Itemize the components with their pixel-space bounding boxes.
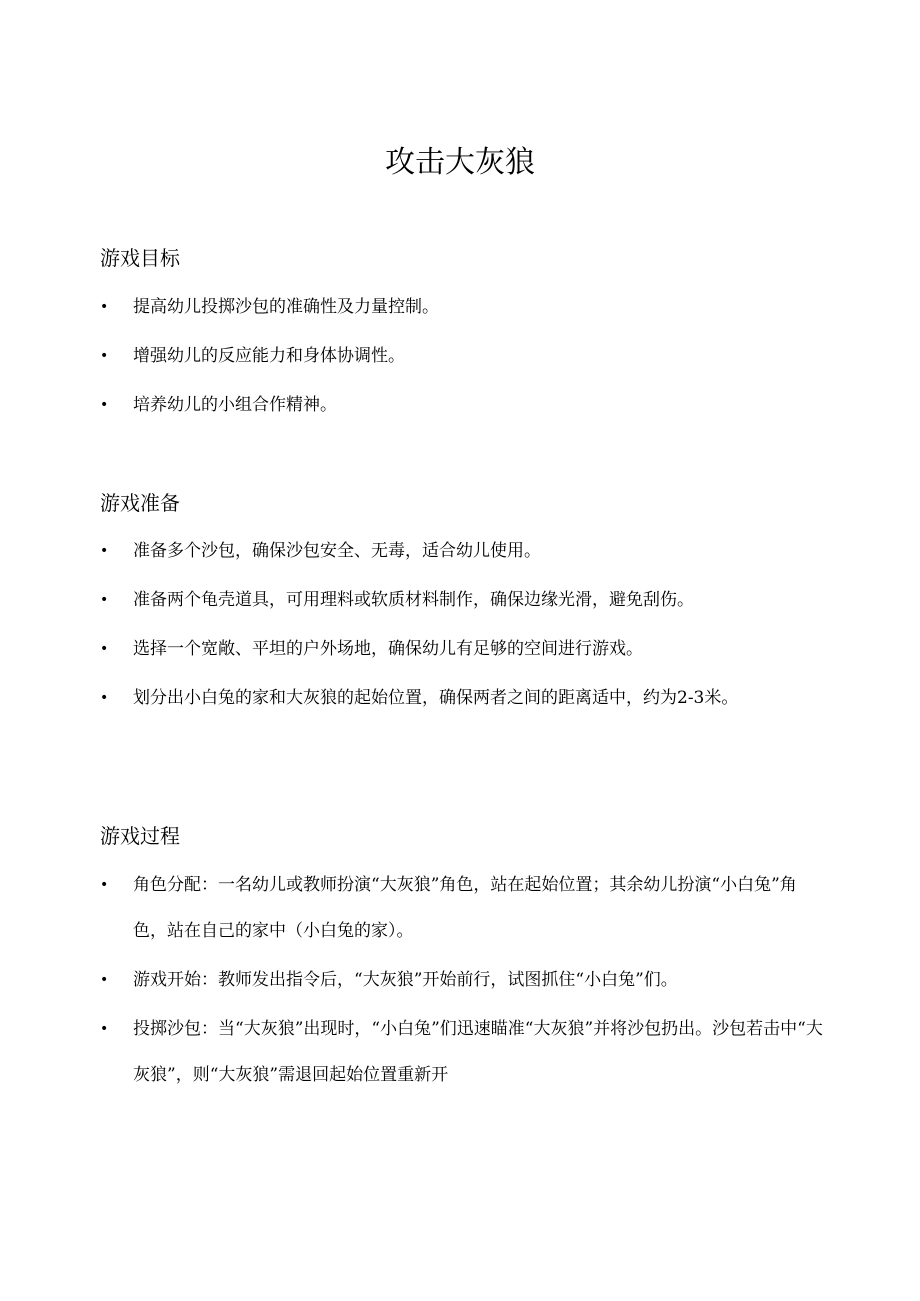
bullet-icon: • [100, 877, 109, 893]
list-item-text: 增强幼儿的反应能力和身体协调性。 [133, 346, 405, 366]
list-item-text: 提高幼儿投掷沙包的准确性及力量控制。 [133, 297, 439, 317]
list-item [100, 333, 830, 379]
list-item-text: 角色分配：一名幼儿或教师扮演“大灰狼”角色，站在起始位置；其余幼儿扮演“小白兔”角色，站在自己的家中（小白兔的家）。 [133, 875, 797, 941]
list-item [100, 577, 830, 623]
list-item [100, 675, 830, 721]
list-item-text: 准备多个沙包，确保沙包安全、无毒，适合幼儿使用。 [133, 541, 541, 561]
bullet-icon: • [100, 1021, 109, 1037]
section-heading-goals: 游戏目标 [100, 246, 180, 270]
list-item-text: 选择一个宽敞、平坦的户外场地，确保幼儿有足够的空间进行游戏。 [133, 639, 643, 659]
list-item [100, 957, 830, 1003]
section-heading-preparation: 游戏准备 [100, 491, 180, 515]
bullet-icon: • [100, 397, 109, 413]
list-item-text: 划分出小白兔的家和大灰狼的起始位置，确保两者之间的距离适中，约为2-3米。 [133, 688, 739, 708]
list-item-text: 投掷沙包：当“大灰狼”出现时，“小白兔”们迅速瞄准“大灰狼”并将沙包扔出。沙包若击中“大灰狼”，则“大灰狼”需退回起始位置重新开 [133, 1019, 823, 1085]
list-item-text: 游戏开始：教师发出指令后，“大灰狼”开始前行，试图抓住“小白兔”们。 [133, 970, 678, 990]
list-item [100, 528, 830, 574]
bullet-icon: • [100, 690, 109, 706]
bullet-icon: • [100, 299, 109, 315]
goals-list [100, 284, 830, 431]
list-item [100, 862, 830, 954]
list-item-text: 准备两个龟壳道具，可用理料或软质材料制作，确保边缘光滑，避免刮伤。 [133, 590, 694, 610]
list-item [100, 382, 830, 428]
list-item-text: 培养幼儿的小组合作精神。 [133, 395, 337, 415]
list-item [100, 1006, 830, 1098]
bullet-icon: • [100, 972, 109, 988]
bullet-icon: • [100, 543, 109, 559]
bullet-icon: • [100, 348, 109, 364]
process-list [100, 862, 830, 1101]
document-title: 攻击大灰狼 [385, 145, 535, 180]
section-heading-process: 游戏过程 [100, 824, 180, 848]
bullet-icon: • [100, 592, 109, 608]
preparation-list [100, 528, 830, 724]
bullet-icon: • [100, 641, 109, 657]
list-item [100, 626, 830, 672]
list-item [100, 284, 830, 330]
